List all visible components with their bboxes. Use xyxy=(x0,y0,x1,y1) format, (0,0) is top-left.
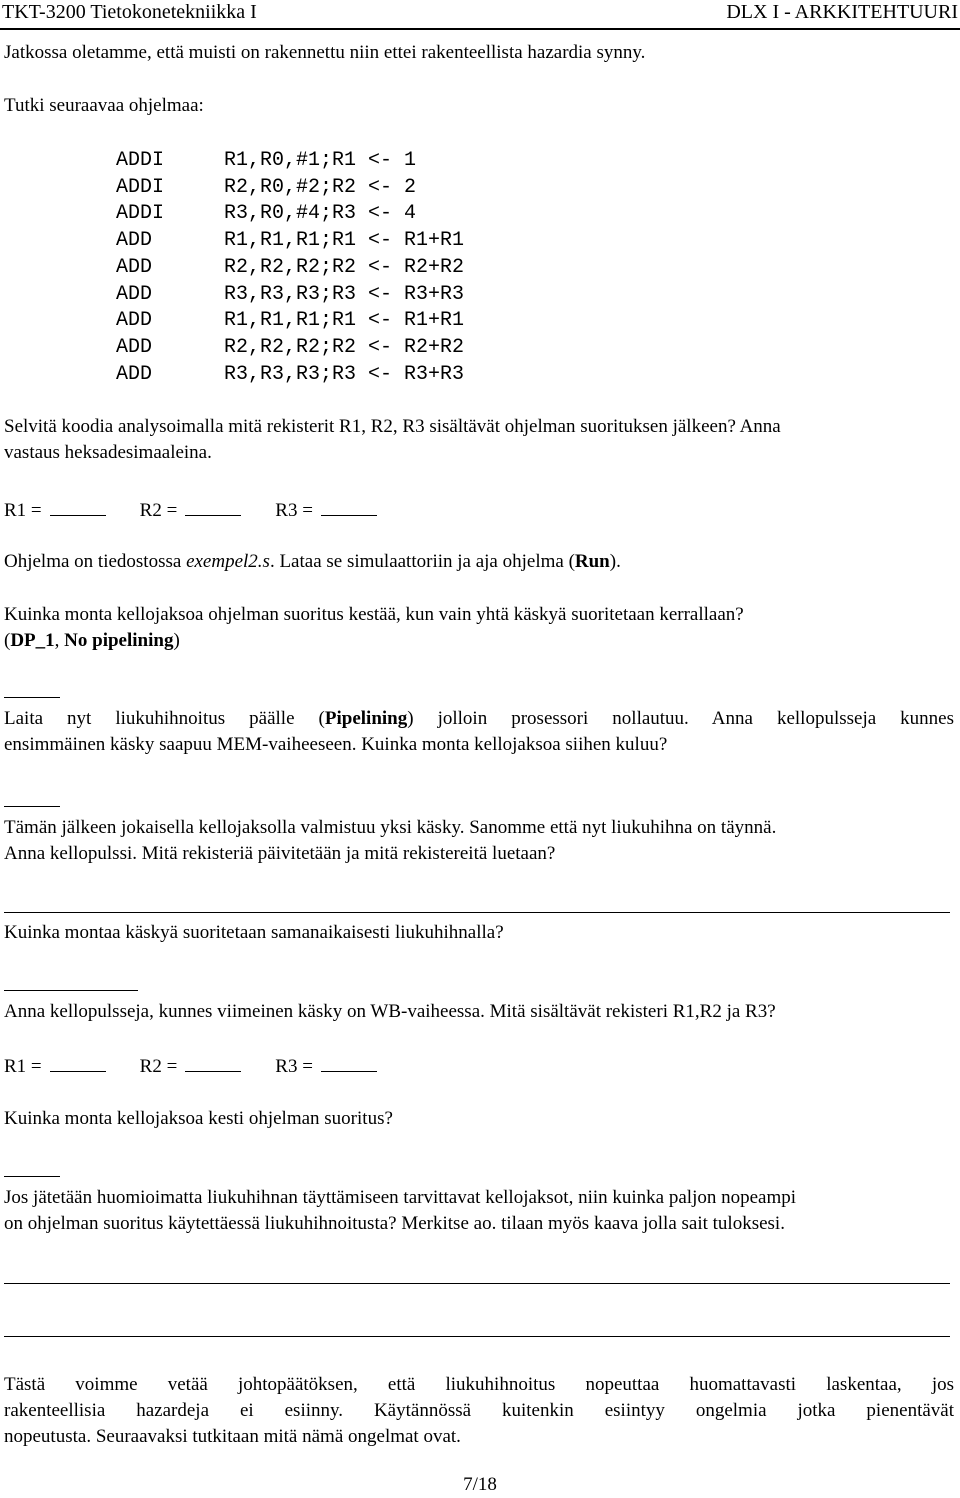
run-command: Run xyxy=(574,551,610,572)
code-line: ADDI R2,R0,#2;R2 <- 2 xyxy=(116,175,417,199)
question-full-pipeline: Tämän jälkeen jokaisella kellojaksolla valmistuu yksi käsky. Sanomme että nyt liukuhihna on täynnä. Anna kellopulssi. Mitä rekisteriä päivitetään ja mitä rekistereitä luetaan? xyxy=(4,817,777,864)
program-listing xyxy=(116,148,464,388)
intro-text: Jatkossa oletamme, että muisti on rakennettu niin ettei rakenteellista hazardia synny. xyxy=(4,42,646,63)
section-title: DLX I - ARKKITEHTUURI xyxy=(726,1,958,23)
question-explain: Selvitä koodia analysoimalla mitä rekisterit R1, R2, R3 sisältävät ohjelman suorituksen jälkeen? Anna vastaus heksadesimaaleina. xyxy=(4,416,781,463)
code-line: ADD R3,R3,R3;R3 <- R3+R3 xyxy=(116,362,465,386)
answer-blank-r1[interactable] xyxy=(50,497,106,516)
answer-blank[interactable] xyxy=(4,1176,60,1177)
answer-line[interactable] xyxy=(4,912,950,913)
course-title: TKT-3200 Tietokonetekniikka I xyxy=(2,1,257,23)
answer-blank-r3[interactable] xyxy=(321,497,377,516)
code-line: ADD R1,R1,R1;R1 <- R1+R1 xyxy=(116,309,465,333)
page-header xyxy=(0,0,960,30)
answer-blank-r2[interactable] xyxy=(185,1053,241,1072)
register-answers-2: R1 = R2 = R3 = xyxy=(4,1053,377,1080)
answer-line[interactable] xyxy=(4,1283,950,1284)
code-line: ADDI R1,R0,#1;R1 <- 1 xyxy=(116,149,417,172)
question-cycles: Kuinka monta kellojaksoa ohjelman suoritus kestää, kun vain yhtä käskyä suoritetaan kerrallaan? (DP_1, No pipelining) xyxy=(4,604,744,651)
question-wb: Anna kellopulsseja, kunnes viimeinen käsky on WB-vaiheessa. Mitä sisältävät rekisteri R1,R2 ja R3? xyxy=(4,1001,776,1022)
answer-blank[interactable] xyxy=(4,990,138,991)
study-prompt: Tutki seuraavaa ohjelmaa: xyxy=(4,95,204,116)
page-number: 7/18 xyxy=(463,1474,497,1495)
question-speedup: Jos jätetään huomioimatta liukuhihnan täyttämiseen tarvittavat kellojaksot, niin kuinka paljon nopeampi on ohjelman suoritus käytettäessä liukuhihnoitusta? Merkitse ao. tilaan myös kaava jolla sait tuloksesi. xyxy=(4,1187,797,1234)
register-answers: R1 = R2 = R3 = xyxy=(4,497,377,524)
conclusion-text: Tästä voimme vetää johtopäätöksen, että liukuhihnoitus nopeuttaa huomattavasti laskentaa, jos rakenteellisia hazardeja ei esiinny. Käytännössä kuitenkin esiintyy ongelmia jotka pienentävät nopeutusta. Seuraavaksi tutkitaan mitä nämä ongelmat ovat. xyxy=(4,1374,954,1447)
answer-line[interactable] xyxy=(4,1336,950,1337)
question-simultaneous: Kuinka montaa käskyä suoritetaan samanaikaisesti liukuhihnalla? xyxy=(4,922,504,943)
code-line: ADD R3,R3,R3;R3 <- R3+R3 xyxy=(116,282,465,306)
file-name: exempel2.s xyxy=(186,551,270,572)
code-line: ADDI R3,R0,#4;R3 <- 4 xyxy=(116,202,417,226)
question-pipeline: Laita nyt liukuhihnoitus päälle (Pipelining) jolloin prosessori nollautuu. Anna kellopulsseja kunnes ensimmäinen käsky saapuu MEM-vaiheeseen. Kuinka monta kellojaksoa siihen kuluu? xyxy=(4,708,955,755)
answer-blank-r3[interactable] xyxy=(321,1053,377,1072)
code-line: ADD R2,R2,R2;R2 <- R2+R2 xyxy=(116,255,465,279)
pipelining-command: Pipelining xyxy=(324,708,408,729)
code-line: ADD R1,R1,R1;R1 <- R1+R1 xyxy=(116,229,465,253)
answer-blank-r2[interactable] xyxy=(185,497,241,516)
answer-blank-r1[interactable] xyxy=(50,1053,106,1072)
question-total-cycles: Kuinka monta kellojaksoa kesti ohjelman suoritus? xyxy=(4,1108,393,1129)
code-line: ADD R2,R2,R2;R2 <- R2+R2 xyxy=(116,335,465,359)
file-instruction: Ohjelma on tiedostossa exempel2.s. Lataa se simulaattoriin ja aja ohjelma (Run). xyxy=(4,551,621,572)
answer-blank[interactable] xyxy=(4,806,60,807)
answer-blank[interactable] xyxy=(4,697,60,698)
